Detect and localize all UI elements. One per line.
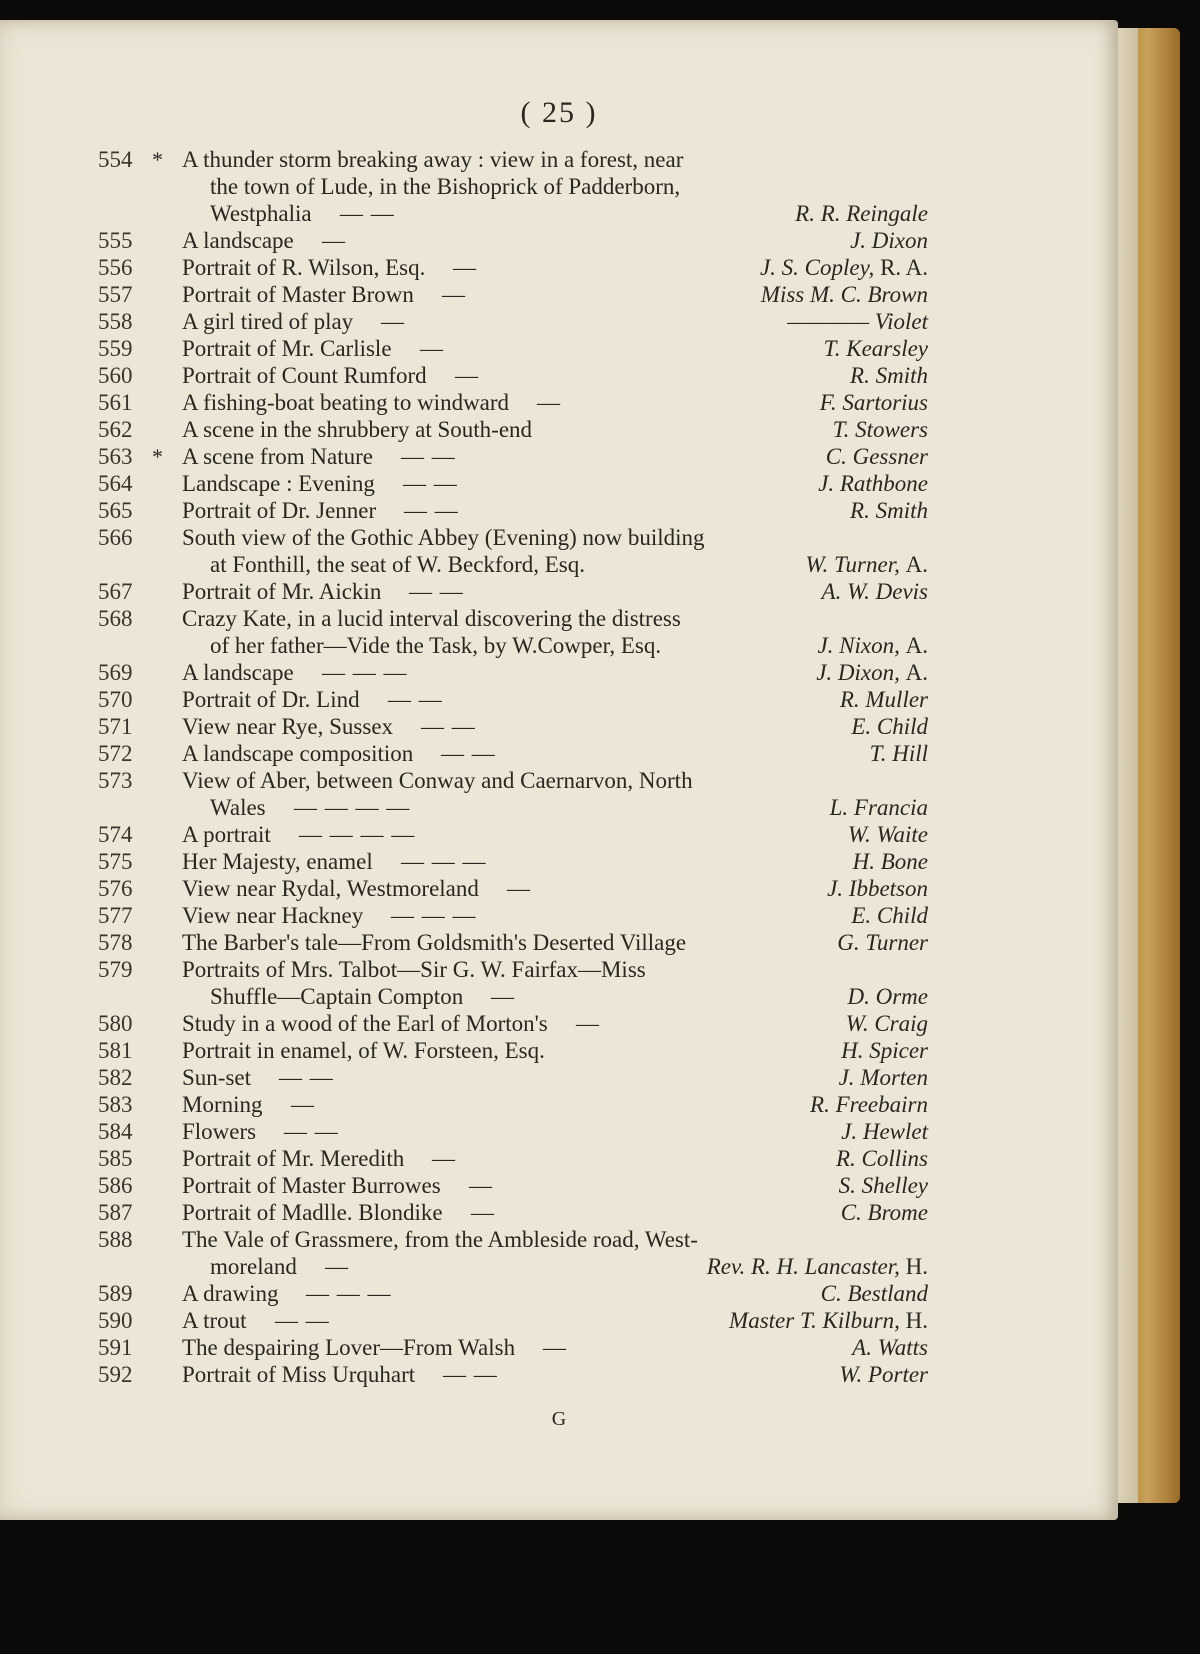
artist-name-text: R. Collins (835, 1146, 928, 1171)
entry-title: View near Hackney (182, 903, 364, 928)
artist-name-text: H. Spicer (841, 1038, 928, 1063)
artist-name-text: T. Stowers (832, 417, 928, 442)
artist-name (840, 686, 928, 713)
entry-line (0, 1199, 1118, 1226)
catalogue-entry (0, 1091, 1118, 1118)
entry-number: 567 (98, 579, 133, 604)
artist-name (841, 1118, 928, 1145)
entry-title: Portrait of R. Wilson, Esq. (182, 255, 426, 280)
entry-line (0, 146, 1118, 173)
entry-title: Study in a wood of the Earl of Morton's (182, 1011, 548, 1036)
entry-number: 569 (98, 660, 133, 685)
artist-name-text: D. Orme (847, 984, 928, 1009)
entry-title: Portrait of Madlle. Blondike (182, 1200, 443, 1225)
entry-title: Portrait of Mr. Meredith (182, 1146, 405, 1171)
entry-number: 590 (98, 1308, 133, 1333)
leader-dashes: — — — (306, 1281, 392, 1306)
artist-name-text: J. Morten (838, 1065, 928, 1090)
entry-number: 592 (98, 1362, 133, 1387)
catalogue-entry (0, 470, 1118, 497)
entry-number: 575 (98, 849, 133, 874)
catalogue-entry (0, 1334, 1118, 1361)
entry-number: 561 (98, 390, 133, 415)
artist-name (760, 254, 928, 281)
catalogue-entry (0, 1226, 1118, 1280)
entry-title: Portrait of Mr. Aickin (182, 579, 382, 604)
artist-name (851, 902, 928, 929)
artist-name-text: R. R. Reingale (795, 201, 928, 226)
entry-line (0, 1037, 1118, 1064)
artist-name (851, 713, 928, 740)
leader-dashes: — — (441, 741, 496, 766)
artist-name-text: H. Bone (852, 849, 928, 874)
entry-title: The despairing Lover—From Walsh (182, 1335, 516, 1360)
entry-title: A landscape composition (182, 741, 414, 766)
artist-name-text: A. Watts (852, 1335, 928, 1360)
academy-suffix: A. (905, 633, 928, 658)
artist-name-text: T. Kearsley (823, 336, 928, 361)
entry-line (0, 740, 1118, 767)
entry-title: Portrait of Dr. Lind (182, 687, 360, 712)
entry-title: A scene in the shrubbery at South-end (182, 417, 533, 442)
catalogue-entry (0, 1118, 1118, 1145)
signature-mark: G (551, 1408, 567, 1430)
artist-name (836, 1145, 928, 1172)
leader-dashes: — (322, 228, 346, 253)
academy-suffix: A. (905, 660, 928, 685)
entry-title: Wales (210, 795, 266, 820)
entry-number: 583 (98, 1092, 133, 1117)
artist-name (846, 1010, 928, 1037)
leader-dashes: — (491, 984, 515, 1009)
artist-name (826, 443, 928, 470)
artist-name-text: W. Waite (847, 822, 928, 847)
entry-title: Morning (182, 1092, 263, 1117)
artist-name (827, 875, 928, 902)
artist-name-text: J. Hewlet (841, 1119, 928, 1144)
entry-number: 565 (98, 498, 133, 523)
leader-dashes: — (291, 1092, 315, 1117)
leader-dashes: — (325, 1254, 349, 1279)
leader-dashes: — — (388, 687, 443, 712)
leader-dashes: — (576, 1011, 600, 1036)
entry-number: 555 (98, 228, 133, 253)
artist-name-text: Master T. Kilburn, (729, 1308, 900, 1333)
entry-line (0, 1361, 1118, 1388)
entry-title: Portrait of Count Rumford (182, 363, 427, 388)
artist-name (841, 1037, 928, 1064)
catalogue-entry (0, 1172, 1118, 1199)
catalogue-entry (0, 1307, 1118, 1334)
artist-name (848, 983, 929, 1010)
entry-line (0, 794, 1118, 821)
entry-number: 566 (98, 525, 133, 550)
entry-title: Portrait of Miss Urquhart (182, 1362, 416, 1387)
catalogue-entry (0, 1037, 1118, 1064)
catalogue-entry (0, 1145, 1118, 1172)
leader-dashes: — (537, 390, 561, 415)
entry-number: 556 (98, 255, 133, 280)
entry-title: Portrait of Dr. Jenner (182, 498, 377, 523)
artist-name (870, 740, 928, 767)
entry-line (0, 416, 1118, 443)
leader-dashes: — — (403, 471, 458, 496)
entry-title: Sun-set (182, 1065, 251, 1090)
entry-number: 568 (98, 606, 133, 631)
artist-name-text: J. S. Copley, (759, 255, 875, 280)
artist-name (839, 1361, 928, 1388)
artist-name (839, 1172, 928, 1199)
catalogue-entry (0, 146, 1118, 227)
entry-title: The Vale of Grassmere, from the Ambleside road, West- (182, 1227, 698, 1252)
catalogue-entry (0, 902, 1118, 929)
catalogue-entry (0, 767, 1118, 821)
entry-number: 584 (98, 1119, 133, 1144)
academy-suffix: H. (905, 1254, 928, 1279)
entry-title: South view of the Gothic Abbey (Evening) now building (182, 525, 705, 550)
artist-name (824, 335, 928, 362)
entry-line (0, 686, 1118, 713)
entry-title: moreland (210, 1254, 297, 1279)
entry-line (0, 362, 1118, 389)
catalogue-entry (0, 227, 1118, 254)
catalogue-entry (0, 875, 1118, 902)
entry-number: 571 (98, 714, 133, 739)
entry-line (0, 1226, 1118, 1253)
leader-dashes: — (432, 1146, 456, 1171)
entry-title: A trout (182, 1308, 247, 1333)
leader-dashes: — (381, 309, 405, 334)
entry-number: 589 (98, 1281, 133, 1306)
entry-number: 578 (98, 930, 133, 955)
entry-number: 582 (98, 1065, 133, 1090)
catalogue-entry (0, 686, 1118, 713)
entry-number: 554 (98, 147, 133, 172)
artist-name (822, 578, 928, 605)
entry-line (0, 929, 1118, 956)
artist-name-text: C. Gessner (825, 444, 928, 469)
entry-line (0, 875, 1118, 902)
artist-name (850, 497, 928, 524)
entry-title: Her Majesty, enamel (182, 849, 373, 874)
entry-title: Portrait of Mr. Carlisle (182, 336, 392, 361)
entry-line (0, 578, 1118, 605)
catalogue-entries (0, 146, 1118, 1388)
leader-dashes: — — — (322, 660, 408, 685)
entry-line (0, 821, 1118, 848)
artist-name-text: C. Brome (840, 1200, 928, 1225)
artist-name-text: A. W. Devis (821, 579, 928, 604)
artist-name-text: J. Dixon, (816, 660, 900, 685)
entry-title: View of Aber, between Conway and Caernarvon, North (182, 768, 693, 793)
artist-name-text: R. Muller (839, 687, 928, 712)
leader-dashes: — — (275, 1308, 330, 1333)
entry-line (0, 1091, 1118, 1118)
artist-name-text: Miss M. C. Brown (760, 282, 928, 307)
leader-dashes: — — — — (294, 795, 411, 820)
artist-name (707, 1253, 928, 1280)
artist-name-text: W. Porter (839, 1362, 928, 1387)
leader-dashes: — (507, 876, 531, 901)
entry-title: The Barber's tale—From Goldsmith's Deserted Village (182, 930, 687, 955)
entry-title: A fishing-boat beating to windward (182, 390, 510, 415)
entry-title: Portrait in enamel, of W. Forsteen, Esq. (182, 1038, 545, 1063)
entry-line (0, 497, 1118, 524)
catalogue-entry (0, 443, 1118, 470)
entry-line (0, 254, 1118, 281)
entry-title: Flowers (182, 1119, 257, 1144)
entry-number: 559 (98, 336, 133, 361)
catalogue-entry (0, 740, 1118, 767)
leader-dashes: — — (340, 201, 395, 226)
artist-name (787, 308, 928, 335)
artist-name (850, 227, 928, 254)
entry-number: 562 (98, 417, 133, 442)
entry-title: Portraits of Mrs. Talbot—Sir G. W. Fairfax—Miss (182, 957, 646, 982)
leader-dashes: — (471, 1200, 495, 1225)
catalogue-entry (0, 389, 1118, 416)
entry-number: 574 (98, 822, 133, 847)
artist-name-text: W. Turner, (805, 552, 900, 577)
catalogue-entry (0, 1010, 1118, 1037)
artist-name (805, 551, 928, 578)
entry-number: 572 (98, 741, 133, 766)
leader-dashes: — (453, 255, 477, 280)
entry-number: 557 (98, 282, 133, 307)
academy-suffix: H. (905, 1308, 928, 1333)
catalogue-entry (0, 416, 1118, 443)
entry-number: 579 (98, 957, 133, 982)
entry-number: 573 (98, 768, 133, 793)
entry-title: A thunder storm breaking away : view in a forest, near (182, 147, 684, 172)
catalogue-entry (0, 956, 1118, 1010)
catalogue-entry (0, 335, 1118, 362)
leader-dashes: — — (421, 714, 476, 739)
catalogue-entry (0, 713, 1118, 740)
entry-number: 591 (98, 1335, 133, 1360)
entry-line (0, 173, 1118, 200)
leader-dashes: — — — (401, 849, 487, 874)
catalogue-entry (0, 605, 1118, 659)
entry-number: 563 (98, 444, 133, 469)
artist-name-text: R. Smith (850, 498, 928, 523)
entry-title: Shuffle—Captain Compton (210, 984, 464, 1009)
artist-name (841, 1199, 928, 1226)
entry-title: Westphalia (210, 201, 312, 226)
artist-name (729, 1307, 928, 1334)
leader-dashes: — — — — (299, 822, 416, 847)
artist-name-text: C. Bestland (820, 1281, 928, 1306)
entry-title: A landscape (182, 228, 294, 253)
entry-title: Crazy Kate, in a lucid interval discovering the distress (182, 606, 681, 631)
leader-dashes: — (455, 363, 479, 388)
leader-dashes: — (442, 282, 466, 307)
entry-number: 570 (98, 687, 133, 712)
artist-name-text: F. Sartorius (819, 390, 928, 415)
catalogue-entry (0, 362, 1118, 389)
catalogue-entry (0, 308, 1118, 335)
entry-number: 576 (98, 876, 133, 901)
artist-name (852, 1334, 928, 1361)
artist-name (816, 659, 928, 686)
artist-name-text: T. Hill (869, 741, 928, 766)
entry-title: at Fonthill, the seat of W. Beckford, Esq. (210, 552, 585, 577)
artist-name (820, 389, 928, 416)
artist-name-text: J. Rathbone (818, 471, 928, 496)
entry-line (0, 605, 1118, 632)
leader-dashes: — (469, 1173, 493, 1198)
artist-name (839, 1064, 928, 1091)
entry-title: of her father—Vide the Task, by W.Cowper, Esq. (210, 633, 662, 658)
entry-title: A girl tired of play (182, 309, 354, 334)
entry-number: 586 (98, 1173, 133, 1198)
page-header: ( 25 ) (520, 96, 598, 129)
artist-name (830, 794, 928, 821)
leader-dashes: — — (284, 1119, 339, 1144)
entry-line (0, 1172, 1118, 1199)
artist-name-text: W. Craig (845, 1011, 928, 1036)
catalogue-entry (0, 497, 1118, 524)
catalogue-entry (0, 929, 1118, 956)
entry-title: View near Rydal, Westmoreland (182, 876, 479, 901)
entry-line (0, 470, 1118, 497)
entry-title: A scene from Nature (182, 444, 373, 469)
leader-dashes: — — (404, 498, 459, 523)
entry-title: Landscape : Evening (182, 471, 375, 496)
artist-name (850, 362, 928, 389)
artist-name-text: E. Child (851, 714, 928, 739)
entry-line (0, 551, 1118, 578)
artist-name (821, 1280, 928, 1307)
catalogue-entry (0, 254, 1118, 281)
entry-line (0, 200, 1118, 227)
leader-dashes: — — — (391, 903, 477, 928)
entry-number: 588 (98, 1227, 133, 1252)
entry-line (0, 767, 1118, 794)
entry-line (0, 1010, 1118, 1037)
academy-suffix: A. (905, 552, 928, 577)
catalogue-entry (0, 1199, 1118, 1226)
new-work-asterisk: * (152, 147, 163, 172)
entry-line (0, 1064, 1118, 1091)
artist-name (817, 632, 928, 659)
entry-line (0, 524, 1118, 551)
catalogue-entry (0, 821, 1118, 848)
artist-name-text: J. Ibbetson (827, 876, 928, 901)
leader-dashes: — — (443, 1362, 498, 1387)
leader-dashes: — — (279, 1065, 334, 1090)
entry-title: A portrait (182, 822, 271, 847)
entry-title: Portrait of Master Brown (182, 282, 414, 307)
entry-line (0, 227, 1118, 254)
entry-title: the town of Lude, in the Bishoprick of Padderborn, (210, 174, 681, 199)
entry-number: 581 (98, 1038, 133, 1063)
leader-dashes: — (420, 336, 444, 361)
entry-title: A landscape (182, 660, 294, 685)
artist-name (833, 416, 928, 443)
artist-name-text: L. Francia (829, 795, 928, 820)
catalogue-entry (0, 578, 1118, 605)
entry-line (0, 632, 1118, 659)
artist-name-text: S. Shelley (838, 1173, 928, 1198)
artist-name (837, 929, 928, 956)
catalogue-entry (0, 848, 1118, 875)
artist-name (810, 1091, 928, 1118)
entry-title: View near Rye, Sussex (182, 714, 394, 739)
entry-line (0, 1145, 1118, 1172)
artist-name-text: G. Turner (837, 930, 928, 955)
artist-name-text: J. Nixon, (817, 633, 900, 658)
artist-name-text: Rev. R. H. Lancaster, (706, 1254, 900, 1279)
artist-name (848, 821, 928, 848)
entry-number: 558 (98, 309, 133, 334)
catalogue-entry (0, 659, 1118, 686)
entry-number: 560 (98, 363, 133, 388)
catalogue-entry (0, 1280, 1118, 1307)
artist-name (795, 200, 928, 227)
leader-dashes: — — (409, 579, 464, 604)
entry-line (0, 1280, 1118, 1307)
entry-line (0, 1334, 1118, 1361)
entry-line (0, 713, 1118, 740)
entry-line (0, 335, 1118, 362)
academy-suffix: R. A. (880, 255, 928, 280)
artist-name-text: E. Child (851, 903, 928, 928)
artist-name-text: R. Freebairn (810, 1092, 928, 1117)
new-work-asterisk: * (152, 444, 163, 469)
entry-line (0, 983, 1118, 1010)
entry-line (0, 659, 1118, 686)
entry-title: Portrait of Master Burrowes (182, 1173, 441, 1198)
entry-line (0, 902, 1118, 929)
entry-line (0, 956, 1118, 983)
artist-name (761, 281, 928, 308)
entry-line (0, 848, 1118, 875)
catalogue-entry (0, 1064, 1118, 1091)
entry-line (0, 389, 1118, 416)
catalogue-entry (0, 524, 1118, 578)
artist-name-text: J. Dixon (850, 228, 928, 253)
entry-line (0, 1253, 1118, 1280)
entry-line (0, 443, 1118, 470)
leader-dashes: — — (401, 444, 456, 469)
catalogue-entry (0, 1361, 1118, 1388)
entry-number: 580 (98, 1011, 133, 1036)
entry-line (0, 1307, 1118, 1334)
entry-number: 564 (98, 471, 133, 496)
artist-name (818, 470, 928, 497)
leader-dashes: — (543, 1335, 567, 1360)
entry-number: 585 (98, 1146, 133, 1171)
artist-name-text: R. Smith (850, 363, 928, 388)
entry-number: 587 (98, 1200, 133, 1225)
artist-name (853, 848, 928, 875)
artist-name-text: ———— Violet (787, 309, 928, 334)
entry-line (0, 281, 1118, 308)
entry-line (0, 1118, 1118, 1145)
catalogue-entry (0, 281, 1118, 308)
entry-line (0, 308, 1118, 335)
entry-title: A drawing (182, 1281, 279, 1306)
entry-number: 577 (98, 903, 133, 928)
